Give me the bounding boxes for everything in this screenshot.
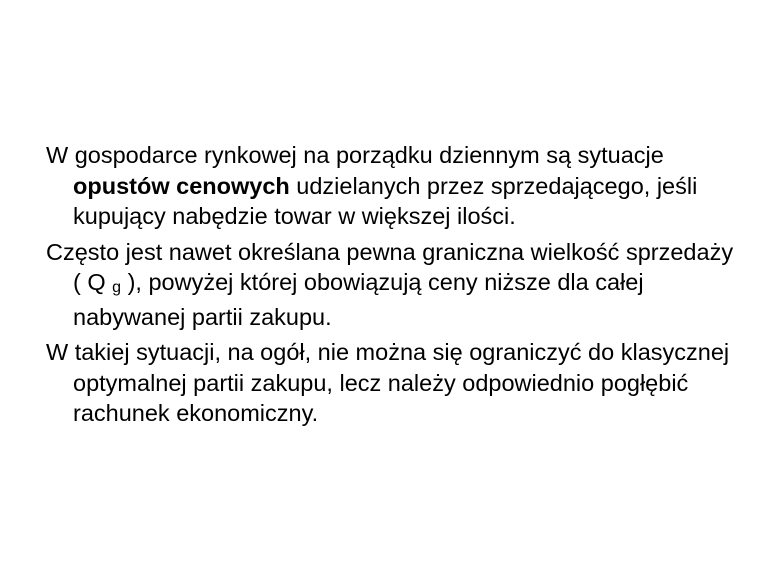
threshold-subscript: g — [112, 279, 122, 296]
paragraph-discounts-text-start: W gospodarce rynkowej na porządku dziennym są sytuacje — [46, 142, 664, 168]
paragraph-discounts-bold-term: opustów cenowych — [73, 172, 290, 199]
slide-body — [46, 140, 736, 434]
paragraph-threshold-text-start: Często jest nawet określana pewna graniczna wielkość sprzedaży ( Q — [46, 238, 734, 295]
paragraph-discounts — [46, 140, 736, 232]
paragraph-discounts-text-end: udzielanych przez sprzedającego, jeśli kupujący nabędzie towar w większej ilości. — [73, 172, 698, 229]
paragraph-conclusion: W takiej sytuacji, na ogół, nie można się ograniczyć do klasycznej optymalnej partii zakupu, lecz należy odpowiednio pogłębić rachunek ekonomiczny. — [46, 339, 730, 426]
paragraph-threshold — [46, 237, 736, 333]
paragraph-threshold-text-end: ), powyżej której obowiązują ceny niższe dla całej nabywanej partii zakupu. — [73, 269, 644, 330]
